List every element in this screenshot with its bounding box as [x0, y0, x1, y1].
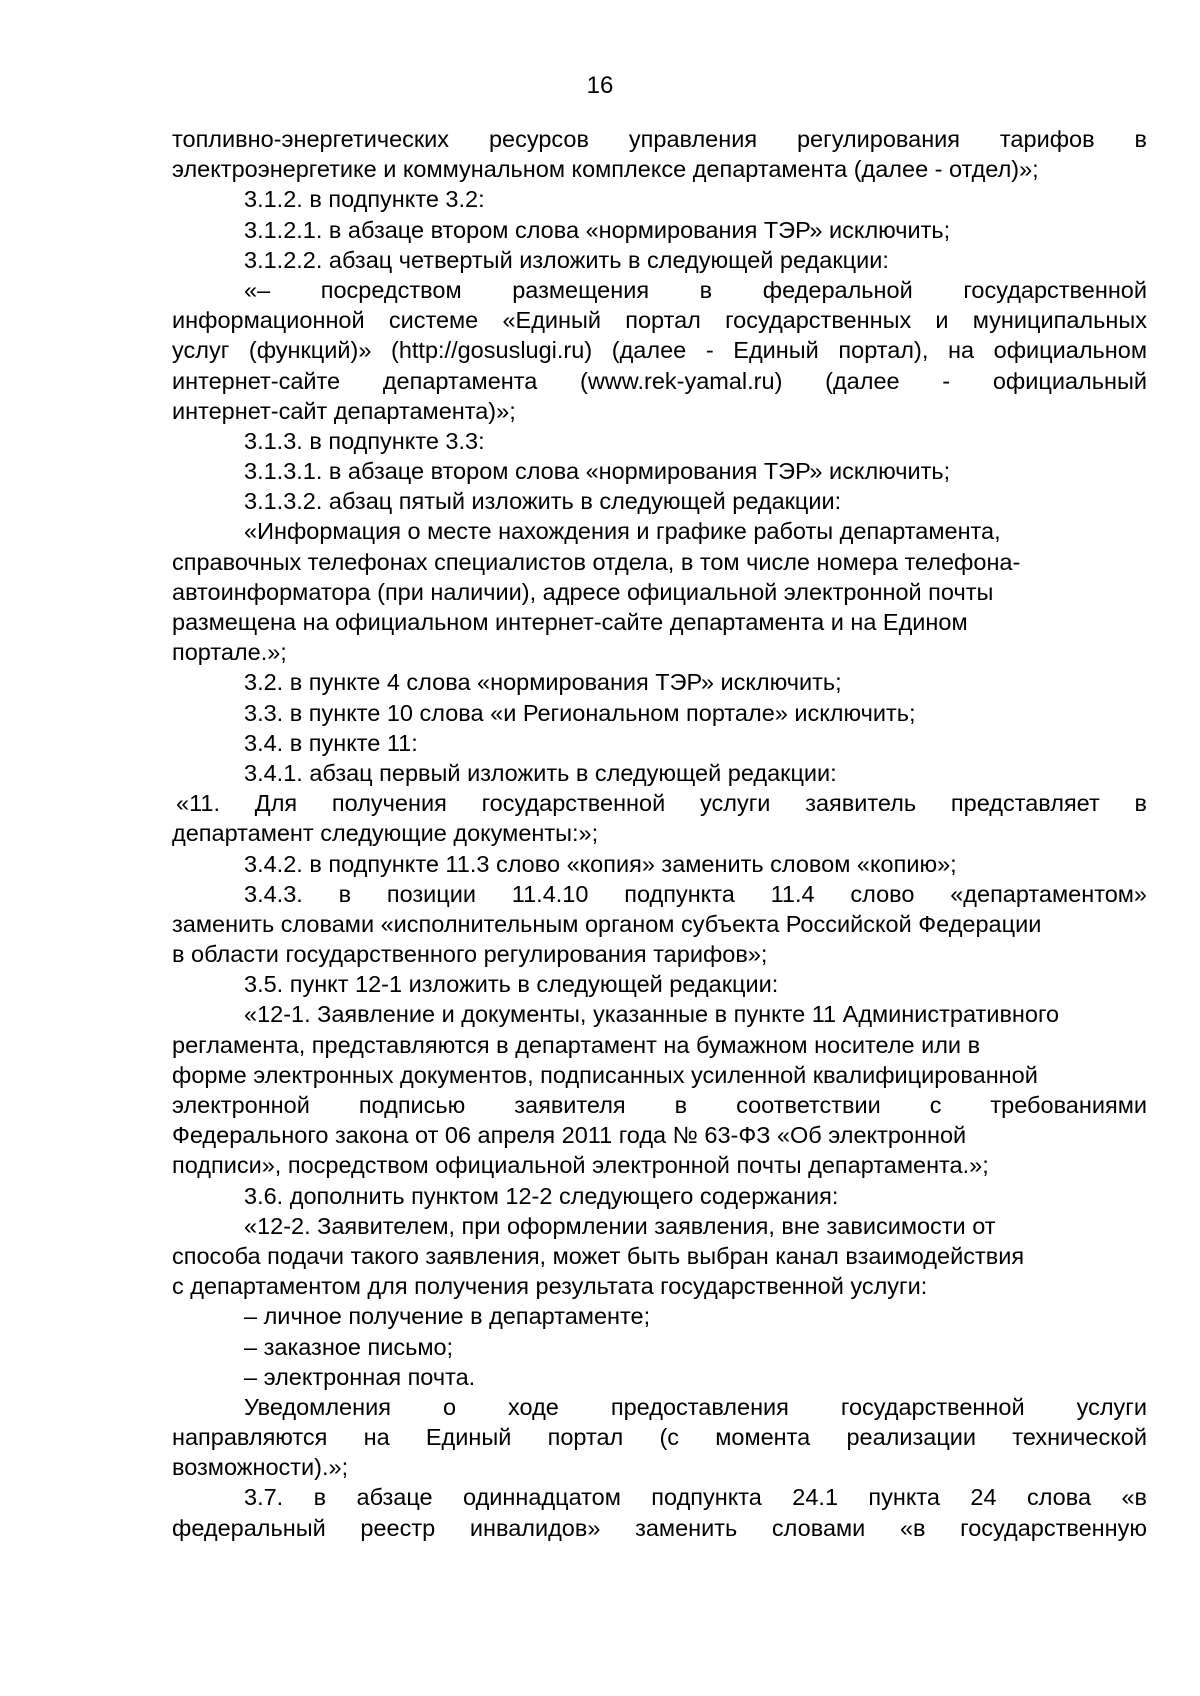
text-line: 3.1.2.1. в абзаце втором слова «нормирования ТЭР» исключить;	[244, 216, 951, 243]
text-line: «12-1. Заявление и документы, указанные в пункте 11 Административного	[244, 1001, 1060, 1028]
text-line: топливно-энергетических ресурсов управления регулирования тарифов в	[172, 126, 1147, 152]
text-line: 3.1.3.2. абзац пятый изложить в следующей редакции:	[244, 488, 842, 515]
text-line: электроэнергетике и коммунальном комплексе департамента (далее - отдел)»;	[172, 156, 1039, 183]
text-line: «11. Для получения государственной услуги заявитель представляет в	[176, 790, 1147, 817]
text-line: – личное получение в департаменте;	[244, 1303, 651, 1330]
page-number: 16	[586, 72, 614, 99]
text-line: «Информация о месте нахождения и графике работы департамента,	[244, 518, 1001, 545]
text-line: 3.4.3. в позиции 11.4.10 подпункта 11.4 слово «департаментом»	[244, 880, 1147, 907]
text-line: федеральный реестр инвалидов» заменить словами «в государственную	[172, 1514, 1147, 1541]
text-line: «– посредством размещения в федеральной государственной	[244, 276, 1147, 303]
text-line: 3.4.1. абзац первый изложить в следующей редакции:	[244, 759, 837, 786]
text-line: 3.1.3.1. в абзаце втором слова «нормирования ТЭР» исключить;	[244, 458, 951, 485]
text-line: электронной подписью заявителя в соответствии с требованиями	[172, 1092, 1147, 1118]
text-line: информационной системе «Единый портал государственных и муниципальных	[172, 307, 1147, 334]
text-line: 3.3. в пункте 10 слова «и Региональном портале» исключить;	[244, 699, 916, 726]
text-line: интернет-сайте департамента (www.rek-yamal.ru) (далее - официальный	[172, 367, 1147, 394]
text-line: 3.1.3. в подпункте 3.3:	[244, 427, 485, 454]
text-line: услуг (функций)» (http://gosuslugi.ru) (далее - Единый портал), на официальном	[172, 337, 1147, 364]
text-line: 3.4. в пункте 11:	[244, 729, 418, 756]
text-line: 3.4.2. в подпункте 11.3 слово «копия» заменить словом «копию»;	[244, 850, 957, 877]
text-line: департамент следующие документы:»;	[172, 820, 599, 847]
text-line: «12-2. Заявителем, при оформлении заявления, вне зависимости от	[244, 1212, 996, 1239]
text-line: заменить словами «исполнительным органом субъекта Российской Федерации	[172, 910, 1042, 937]
text-line: портале.»;	[172, 639, 287, 666]
text-line: способа подачи такого заявления, может быть выбран канал взаимодействия	[172, 1242, 1025, 1269]
text-line: 3.6. дополнить пунктом 12-2 следующего содержания:	[244, 1182, 839, 1209]
text-line: подписи», посредством официальной электронной почты департамента.»;	[172, 1152, 989, 1179]
text-line: – электронная почта.	[244, 1363, 476, 1390]
text-line: направляются на Единый портал (с момента реализации технической	[172, 1424, 1147, 1451]
text-line: возможности).»;	[172, 1454, 349, 1481]
text-line: интернет-сайт департамента)»;	[172, 397, 516, 424]
text-line: в области государственного регулирования тарифов»;	[172, 941, 768, 968]
document-body	[172, 124, 1147, 1543]
text-line: – заказное письмо;	[244, 1333, 454, 1360]
text-line: форме электронных документов, подписанных усиленной квалифицированной	[172, 1061, 1038, 1088]
text-line: автоинформатора (при наличии), адресе официальной электронной почты	[172, 578, 994, 605]
text-line: с департаментом для получения результата государственной услуги:	[172, 1273, 928, 1300]
text-line: 3.7. в абзаце одиннадцатом подпункта 24.1 пункта 24 слова «в	[244, 1484, 1147, 1511]
text-line: Федерального закона от 06 апреля 2011 года № 63-ФЗ «Об электронной	[172, 1122, 967, 1149]
text-line: 3.5. пункт 12-1 изложить в следующей редакции:	[244, 971, 779, 998]
text-line: Уведомления о ходе предоставления государственной услуги	[244, 1393, 1147, 1420]
text-line: 3.1.2.2. абзац четвертый изложить в следующей редакции:	[244, 246, 889, 273]
text-line: 3.1.2. в подпункте 3.2:	[244, 186, 485, 213]
text-line: размещена на официальном интернет-сайте департамента и на Едином	[172, 609, 968, 635]
text-line: справочных телефонах специалистов отдела, в том числе номера телефона-	[172, 548, 1021, 575]
text-line: 3.2. в пункте 4 слова «нормирования ТЭР» исключить;	[244, 669, 842, 696]
text-line: регламента, представляются в департамент на бумажном носителе или в	[172, 1031, 981, 1058]
